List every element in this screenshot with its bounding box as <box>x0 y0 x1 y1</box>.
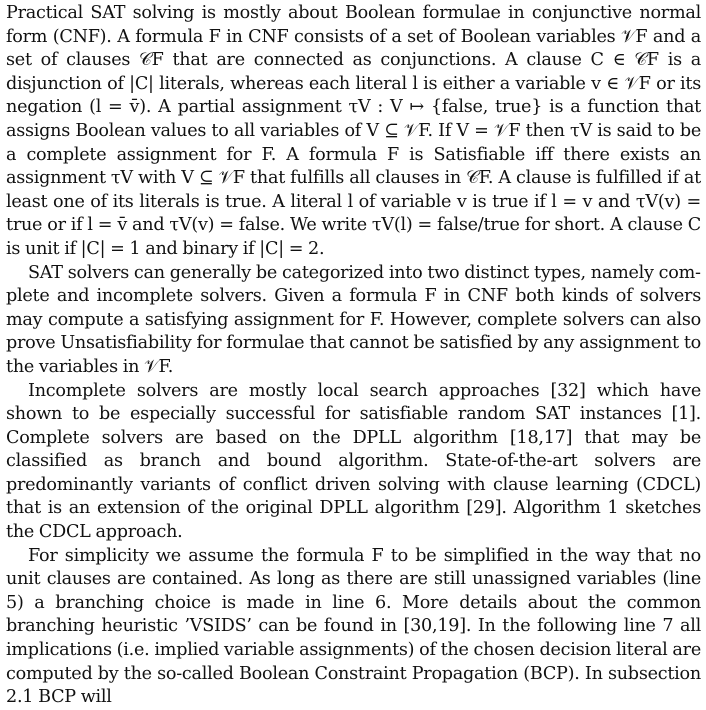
text-run: : <box>370 97 391 118</box>
text-run: ). A <box>139 97 178 118</box>
paragraph-incomplete-complete-solvers <box>6 380 701 545</box>
text-run: = <box>101 97 130 118</box>
text-run: . If <box>427 120 457 141</box>
text-run: then <box>520 120 571 141</box>
italic-text: l <box>400 215 406 236</box>
text-run: . However, complete solvers can also prove <box>6 309 702 354</box>
italic-text: F <box>371 545 384 566</box>
italic-text: true <box>483 215 520 236</box>
text-run: is true if <box>466 191 552 212</box>
text-run: ) = <box>674 191 701 212</box>
text-run: ∈ <box>600 73 625 94</box>
text-run: . A formula <box>270 144 388 165</box>
text-run: = <box>556 191 583 212</box>
text-run: (CDCL) that is an extension of the original DPLL algorithm [29]. Algorithm 1 sketches the CDCL approach. <box>6 474 701 543</box>
italic-text: Satisfiable <box>433 144 525 165</box>
italic-text: false, true <box>441 97 532 118</box>
text-run: in CNF both kinds of solvers may compute a satisfying assignment for <box>6 286 702 330</box>
italic-text: l <box>95 97 102 118</box>
italic-text: 𝒱F <box>620 26 648 47</box>
text-run: Practical SAT solving is mostly about Boolean formulae in <box>6 3 532 23</box>
italic-text: F <box>261 144 271 165</box>
text-run: is unit if | <box>6 238 87 259</box>
italic-text: τV <box>110 168 133 189</box>
text-run: is said to be a <box>6 120 701 165</box>
italic-text: 𝒱F <box>403 120 428 141</box>
italic-text: F <box>387 144 399 165</box>
text-run: . We write <box>279 215 372 236</box>
italic-text: l <box>551 191 557 212</box>
italic-text: V <box>456 120 469 141</box>
text-run: or its negation ( <box>6 73 701 118</box>
paragraph-solver-types <box>6 262 701 380</box>
italic-text: complete assignment <box>26 144 217 165</box>
italic-text: conjunctive normal form <box>6 3 702 47</box>
italic-text: incomplete <box>96 286 193 307</box>
italic-text: 𝒱F <box>624 73 651 94</box>
text-run: = <box>92 215 118 236</box>
text-run: ↦ { <box>402 97 442 118</box>
italic-text: 𝒞F <box>634 50 659 71</box>
italic-text: v̄ <box>129 97 140 118</box>
italic-text: C <box>687 215 701 236</box>
italic-text: 𝒱F <box>218 168 245 189</box>
text-run: in CNF consists of a set of Boolean variables <box>220 26 621 47</box>
paragraph-cnf-definitions <box>6 2 701 262</box>
italic-text: V <box>366 120 379 141</box>
italic-text: partial assignment <box>177 97 342 118</box>
italic-text: true <box>6 215 43 236</box>
text-run: ) = <box>405 215 437 236</box>
italic-text: false <box>238 215 280 236</box>
paragraph-cdcl-simplification <box>6 545 701 710</box>
italic-text: C <box>86 238 100 259</box>
text-run: is a disjunction of | <box>6 50 701 94</box>
text-run: } is a function that assigns Boolean values to all variables of <box>6 97 702 141</box>
italic-text: C <box>590 50 604 71</box>
italic-text: Boolean Constraint Propagation <box>238 663 518 684</box>
text-run: ( <box>657 191 665 212</box>
text-run: SAT solvers can generally be categorized into two distinct types, namely <box>28 262 659 283</box>
italic-text: v̄ <box>117 215 128 236</box>
text-run: for formulae that cannot be satisfied by any assignment to the variables in <box>6 333 701 377</box>
italic-text: F <box>208 26 221 47</box>
text-run: and <box>49 286 97 307</box>
italic-text: v <box>197 215 208 236</box>
text-run: that are connected as conjunctions. A clause <box>163 50 591 71</box>
text-run: and a set of clauses <box>6 26 702 71</box>
italic-text: 𝒞F <box>466 168 488 189</box>
text-run: to be simplified in the way that no unit clauses are contained. As long as there are still unassigned variables (line 5) a branching choice is made in line 6. More details about the common branching heuristic ’VSIDS’ can be found in [30,19]. In the following line 7 all implications (i.e. implied variable assignments) of the chosen decision literal are computed by the so-called <box>6 545 701 684</box>
text-run: | = 1 and binary if | <box>99 238 265 259</box>
italic-text: false <box>436 215 478 236</box>
text-run: or if <box>42 215 88 236</box>
text-run: of variable <box>352 191 457 212</box>
text-run: iff there exists an assignment <box>6 144 701 189</box>
text-run: with <box>132 168 182 189</box>
italic-text: V <box>390 97 403 118</box>
italic-text: v <box>591 73 601 94</box>
text-run: and <box>127 215 170 236</box>
text-run: For simplicity we assume the formula <box>28 545 372 566</box>
text-run: ∈ <box>603 50 635 71</box>
text-run: for short. A clause <box>519 215 688 236</box>
italic-text: F <box>424 286 437 307</box>
text-run: solvers. Given a formula <box>192 286 425 307</box>
italic-text: l <box>412 73 418 94</box>
text-run: Incomplete solvers are mostly local search approaches [32] which have shown to be especially successful for satisfiable random SAT instances [1]. Complete solvers are based on the DPLL algorithm [18,17] that may be classified as branch and bound algorithm. State-of-the-art solvers are predominantly variants of <box>6 380 701 495</box>
text-run: . A clause is fulfilled if at least one of its literals is true. A literal <box>6 168 701 212</box>
italic-text: complete <box>6 262 701 307</box>
italic-text: 𝒱F <box>144 356 168 377</box>
text-run: (CNF). A formula <box>47 26 209 47</box>
text-run: (BCP). In subsection 2.1 BCP will <box>6 663 701 708</box>
text-run: = <box>468 120 494 141</box>
italic-text: l <box>87 215 93 236</box>
text-run: ( <box>191 215 198 236</box>
text-run: ) = <box>207 215 239 236</box>
text-run: ( <box>393 215 401 236</box>
italic-text: l <box>347 191 353 212</box>
text-run: for <box>216 144 262 165</box>
italic-text: v <box>664 191 675 212</box>
italic-text: 𝒱F <box>493 120 521 141</box>
italic-text: τV <box>635 191 658 212</box>
italic-text: F <box>369 309 379 330</box>
italic-text: τV <box>348 97 371 118</box>
italic-text: v <box>456 191 467 212</box>
italic-text: τV <box>169 215 192 236</box>
text-run: | literals, whereas each literal <box>148 73 413 94</box>
italic-text: C <box>134 73 149 94</box>
text-run: is either a variable <box>417 73 592 94</box>
italic-text: v <box>582 191 593 212</box>
text-run: is <box>398 144 434 165</box>
text-run: | = 2. <box>278 238 325 259</box>
text-run: ⊆ <box>378 120 404 141</box>
text-run: and <box>592 191 636 212</box>
italic-text: V <box>181 168 194 189</box>
text-run: / <box>477 215 484 236</box>
italic-text: τV <box>371 215 394 236</box>
text-run: . <box>167 356 174 377</box>
italic-text: Unsatisfiability <box>60 333 192 354</box>
italic-text: conflict driven solving with clause learning <box>242 474 629 495</box>
italic-text: C <box>264 238 279 259</box>
text-run: that fulfills all clauses in <box>244 168 467 189</box>
italic-text: 𝒞F <box>139 50 164 71</box>
text-run: ⊆ <box>193 168 219 189</box>
italic-text: τV <box>570 120 592 141</box>
